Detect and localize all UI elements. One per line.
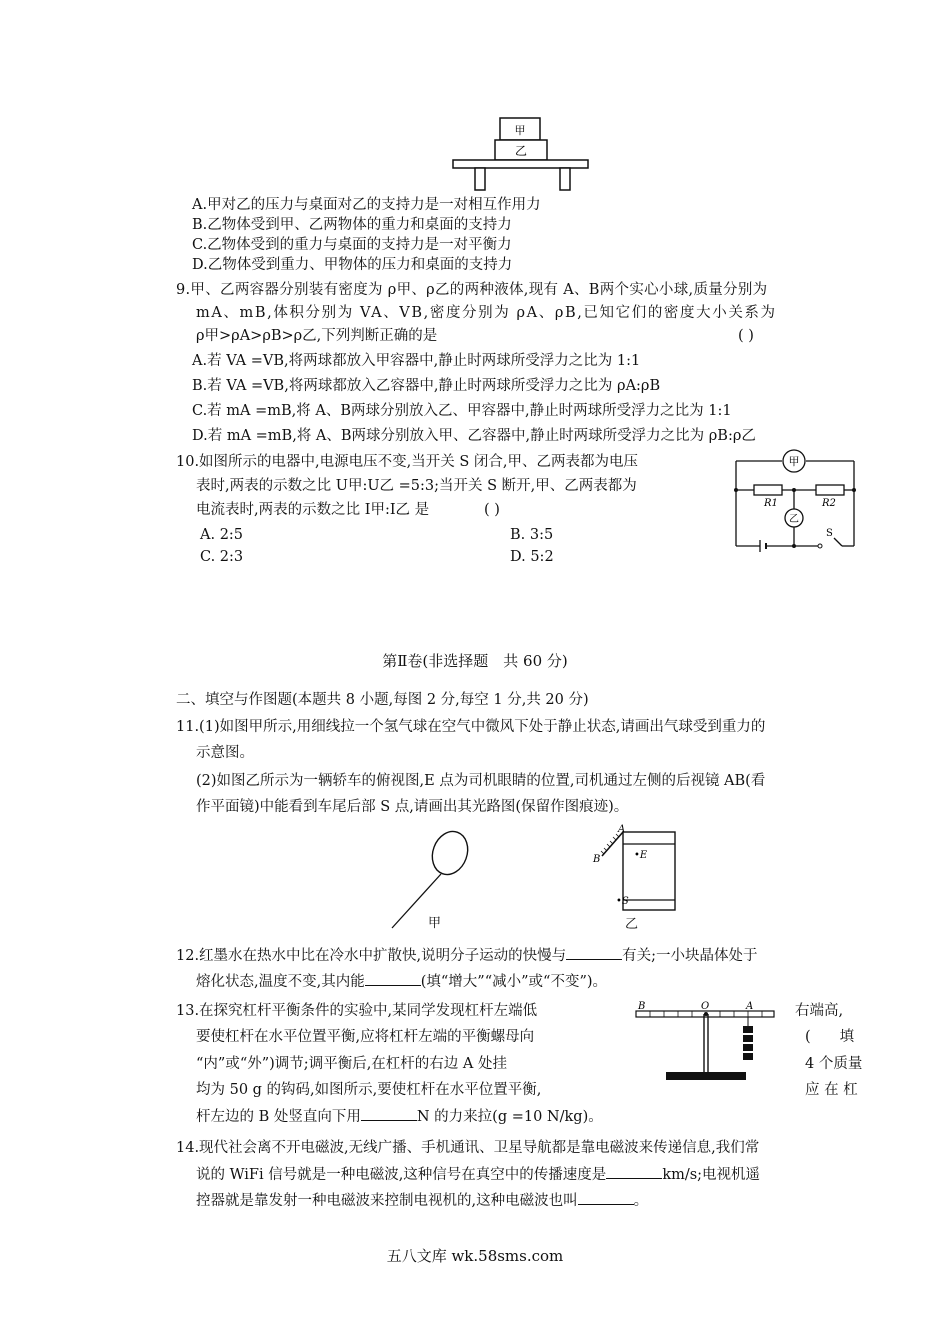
q10-stem-line1: 10.如图所示的电器中,电源电压不变,当开关 S 闭合,甲、乙两表都为电压 xyxy=(176,454,639,470)
q12-line2-text-b: (填“增大”“减小”或“不变”)。 xyxy=(420,974,608,990)
q13-left-line4: 均为 50 g 的钩码,如图所示,要使杠杆在水平位置平衡, xyxy=(196,1082,542,1098)
q14-line2 xyxy=(196,1164,760,1185)
q12-line1-text-a: 12.红墨水在热水中比在冷水中扩散快,说明分子运动的快慢与 xyxy=(176,948,567,964)
q13-right-line3: 4 个质量 xyxy=(805,1056,863,1072)
q9-answer-paren: ( ) xyxy=(738,328,754,344)
q13-blank[interactable] xyxy=(361,1106,417,1121)
q13-label-a: A xyxy=(746,1001,754,1012)
q8-option-d: D.乙物体受到重力、甲物体的压力和桌面的支持力 xyxy=(192,257,513,273)
q10-option-b: B. 3:5 xyxy=(510,527,554,543)
q11-line3: (2)如图乙所示为一辆轿车的俯视图,E 点为司机眼睛的位置,司机通过左侧的后视镜 AB(看 xyxy=(196,773,766,789)
q11-label-b: B xyxy=(593,854,601,865)
q13-last-line xyxy=(196,1106,603,1127)
q12-blank-2[interactable] xyxy=(365,971,421,986)
q11-line2: 示意图。 xyxy=(196,745,254,761)
q11-figure-car xyxy=(588,822,688,926)
q12-line1 xyxy=(176,945,758,966)
q9-option-b: B.若 VA =VB,将两球都放入乙容器中,静止时两球所受浮力之比为 ρA:ρB xyxy=(192,378,661,394)
q9-option-a: A.若 VA =VB,将两球都放入甲容器中,静止时两球所受浮力之比为 1:1 xyxy=(192,353,641,369)
q10-option-a: A. 2:5 xyxy=(200,527,244,543)
q11-label-e: •E xyxy=(634,850,648,861)
q13-right-line2: ( 填 xyxy=(805,1029,855,1045)
q9-stem-line2: mA、mB,体积分别为 VA、VB,密度分别为 ρA、ρB,已知它们的密度大小关系为 xyxy=(196,305,777,321)
q10-label-r2: R2 xyxy=(822,498,836,509)
part2-heading: 二、填空与作图题(本题共 8 小题,每图 2 分,每空 1 分,共 20 分) xyxy=(176,692,589,708)
q13-last-text-b: N 的力来拉(g =10 N/kg)。 xyxy=(416,1109,603,1125)
q13-label-b: B xyxy=(638,1001,646,1012)
q9-stem-line1: 9.甲、乙两容器分别装有密度为 ρ甲、ρ乙的两种液体,现有 A、B两个实心小球,质量分别为 xyxy=(176,282,768,298)
q14-line2-text-b: km/s;电视机遥 xyxy=(662,1167,761,1183)
q14-line3-text-a: 控器就是靠发射一种电磁波来控制电视机的,这种电磁波也叫 xyxy=(196,1193,578,1209)
q8-label-jia: 甲 xyxy=(514,124,526,137)
q12-line2-text-a: 熔化状态,温度不变,其内能 xyxy=(196,974,365,990)
page-footer: 五八文库 wk.58sms.com xyxy=(386,1247,564,1265)
q13-left-line3: “内”或“外”)调节;调平衡后,在杠杆的右边 A 处挂 xyxy=(196,1056,507,1072)
q14-line1: 14.现代社会离不开电磁波,无线广播、手机通讯、卫星导航都是靠电磁波来传递信息,我们常 xyxy=(176,1140,760,1156)
q11-label-s: •S xyxy=(616,896,629,907)
q10-circuit-diagram xyxy=(730,448,860,552)
q10-answer-paren: ( ) xyxy=(484,502,500,518)
q14-line2-text-a: 说的 WiFi 信号就是一种电磁波,这种信号在真空中的传播速度是 xyxy=(196,1167,607,1183)
q13-right-line1: 右端高, xyxy=(795,1003,844,1019)
q13-lever-figure xyxy=(630,1000,780,1084)
q13-left-line1: 13.在探究杠杆平衡条件的实验中,某同学发现杠杆左端低 xyxy=(176,1003,538,1019)
q10-meter-yi: 乙 xyxy=(789,514,799,525)
q12-line2 xyxy=(196,971,607,992)
q10-option-d: D. 5:2 xyxy=(510,549,554,565)
q13-label-o: O xyxy=(701,1001,710,1012)
q13-last-text-a: 杆左边的 B 处竖直向下用 xyxy=(196,1109,361,1125)
q14-blank-2[interactable] xyxy=(578,1190,634,1205)
q11-line4: 作平面镜)中能看到车尾后部 S 点,请画出其光路图(保留作图痕迹)。 xyxy=(196,799,629,815)
q9-stem-line3: ρ甲>ρA>ρB>ρ乙,下列判断正确的是 xyxy=(196,328,438,344)
q14-line3-text-b: 。 xyxy=(633,1193,649,1209)
q8-option-b: B.乙物体受到甲、乙两物体的重力和桌面的支持力 xyxy=(192,217,512,233)
q8-option-c: C.乙物体受到的重力与桌面的支持力是一对平衡力 xyxy=(192,237,512,253)
q10-label-s: S xyxy=(826,528,833,539)
q10-label-r1: R1 xyxy=(764,498,778,509)
q8-figure xyxy=(450,112,595,194)
q14-line3 xyxy=(196,1190,648,1211)
q14-blank-1[interactable] xyxy=(606,1164,662,1179)
section-title: 第Ⅱ卷(非选择题 共 60 分) xyxy=(382,652,568,670)
q12-blank-1[interactable] xyxy=(566,945,622,960)
q10-stem-line3: 电流表时,两表的示数之比 I甲:I乙 是 xyxy=(196,502,430,518)
q11-line1: 11.(1)如图甲所示,用细线拉一个氢气球在空气中微风下处于静止状态,请画出气球受到重力的 xyxy=(176,719,766,735)
q9-option-d: D.若 mA =mB,将 A、B两球分别放入甲、乙容器中,静止时两球所受浮力之比为 ρB:ρ乙 xyxy=(192,428,756,444)
q8-option-a: A.甲对乙的压力与桌面对乙的支持力是一对相互作用力 xyxy=(192,197,541,213)
q11-caption-yi: 乙 xyxy=(625,917,639,932)
q12-line1-text-b: 有关;一小块晶体处于 xyxy=(622,948,758,964)
q11-caption-jia: 甲 xyxy=(428,916,442,931)
q11-label-a: A xyxy=(618,824,626,835)
q10-meter-jia: 甲 xyxy=(788,455,800,468)
q13-left-line2: 要使杠杆在水平位置平衡,应将杠杆左端的平衡螺母向 xyxy=(196,1029,535,1045)
q8-label-yi: 乙 xyxy=(514,144,528,158)
q9-option-c: C.若 mA =mB,将 A、B两球分别放入乙、甲容器中,静止时两球所受浮力之比为 1:1 xyxy=(192,403,732,419)
q10-stem-line2: 表时,两表的示数之比 U甲:U乙 =5:3;当开关 S 断开,甲、乙两表都为 xyxy=(196,478,637,494)
q10-option-c: C. 2:3 xyxy=(200,549,244,565)
q13-right-line4: 应 在 杠 xyxy=(805,1082,858,1098)
